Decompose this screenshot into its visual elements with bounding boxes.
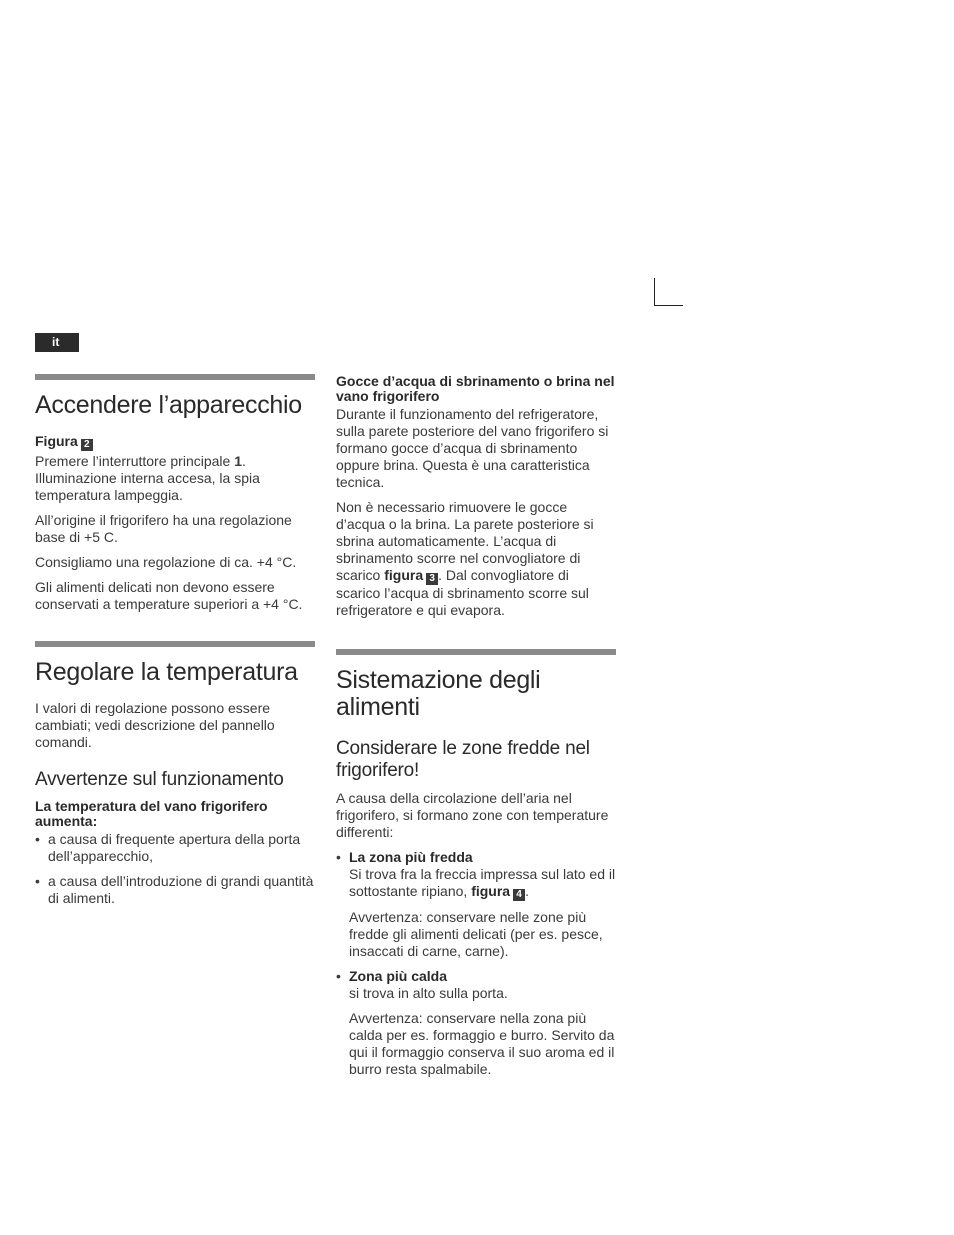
section-title-switch-on: Accendere l’apparecchio — [35, 391, 302, 419]
figure-number-badge: 4 — [513, 889, 525, 901]
paragraph-delicate-food: Gli alimenti delicati non devono essere conservati a temperature superiori a +4 °C. — [35, 579, 303, 612]
language-tab: it — [35, 333, 79, 352]
paragraph-settings-info: I valori di regolazione possono essere cambiati; vedi descrizione del pannello comandi. — [35, 700, 275, 750]
section-rule — [35, 641, 315, 647]
list-item-coldest-zone: • La zona più fredda Si trova fra la freccia impressa sul lato ed il sottostante ripiano, figura 4 . Avvertenza: conservare nelle zone più fredde gli alimenti delicati (per es. pesce, insaccati di carne, carne). — [336, 849, 616, 959]
paragraph-recommended-setting: Consigliamo una regolazione di ca. +4 °C. — [35, 554, 297, 570]
crop-mark-horizontal — [654, 305, 683, 306]
bullet-list-zones — [336, 849, 616, 1078]
list-item-warmest-zone: • Zona più calda si trova in alto sulla porta. Avvertenza: conservare nella zona più calda per es. formaggio e burro. Servito da qui il formaggio conserva il suo aroma ed il burro resta spalmabile. — [336, 968, 615, 1077]
right-column — [336, 374, 616, 1086]
bullet-list-causes — [35, 831, 315, 907]
left-column — [35, 374, 315, 915]
bold-heading-temperature-rises: La temperatura del vano frigorifero aumenta: — [35, 798, 268, 829]
crop-mark-vertical — [654, 278, 655, 306]
subsection-title-cold-zones: Considerare le zone fredde nel frigorifero! — [336, 738, 590, 781]
section-title-food-storage: Sistemazione degli alimenti — [336, 666, 541, 721]
bold-heading-defrost-water: Gocce d’acqua di sbrinamento o brina nel vano frigorifero — [336, 373, 615, 404]
note-coldest-zone: Avvertenza: conservare nelle zone più fredde gli alimenti delicati (per es. pesce, insaccati di carne, carne). — [349, 909, 603, 959]
figure-label: Figura — [35, 433, 78, 449]
paragraph-main-switch: Premere l’interruttore principale 1. Illuminazione interna accesa, la spia temperatura lampeggia. — [35, 453, 260, 503]
figure-number-badge: 2 — [81, 439, 93, 451]
figure-reference — [35, 433, 315, 451]
subsection-title-operating-notes: Avvertenze sul funzionamento — [35, 769, 284, 790]
paragraph-factory-setting: All’origine il frigorifero ha una regolazione base di +5 C. — [35, 512, 292, 545]
section-title-set-temperature: Regolare la temperatura — [35, 658, 298, 686]
figure-number-badge: 3 — [426, 573, 438, 585]
section-rule — [336, 649, 616, 655]
paragraph-defrost-drain: Non è necessario rimuovere le gocce d’acqua o la brina. La parete posteriore si sbrina automaticamente. L’acqua di sbrinamento scorre nel convogliatore di scarico figura 3 . Dal convogliatore di scarico l’acqua di sbrinamento scorre sul refrigeratore e qui evapora. — [336, 499, 594, 618]
section-rule — [35, 374, 315, 380]
list-item: • a causa dell’introduzione di grandi quantità di alimenti. — [35, 873, 314, 906]
paragraph-air-circulation: A causa della circolazione dell’aria nel frigorifero, si formano zone con temperature differenti: — [336, 790, 609, 840]
note-warmest-zone: Avvertenza: conservare nella zona più calda per es. formaggio e burro. Servito da qui il formaggio conserva il suo aroma ed il burro resta spalmabile. — [349, 1010, 615, 1077]
paragraph-defrost-info: Durante il funzionamento del refrigeratore, sulla parete posteriore del vano frigorifero si formano gocce d’acqua di sbrinamento oppure brina. Questa è una caratteristica tecnica. — [336, 406, 609, 490]
list-item: • a causa di frequente apertura della porta dell’apparecchio, — [35, 831, 301, 864]
